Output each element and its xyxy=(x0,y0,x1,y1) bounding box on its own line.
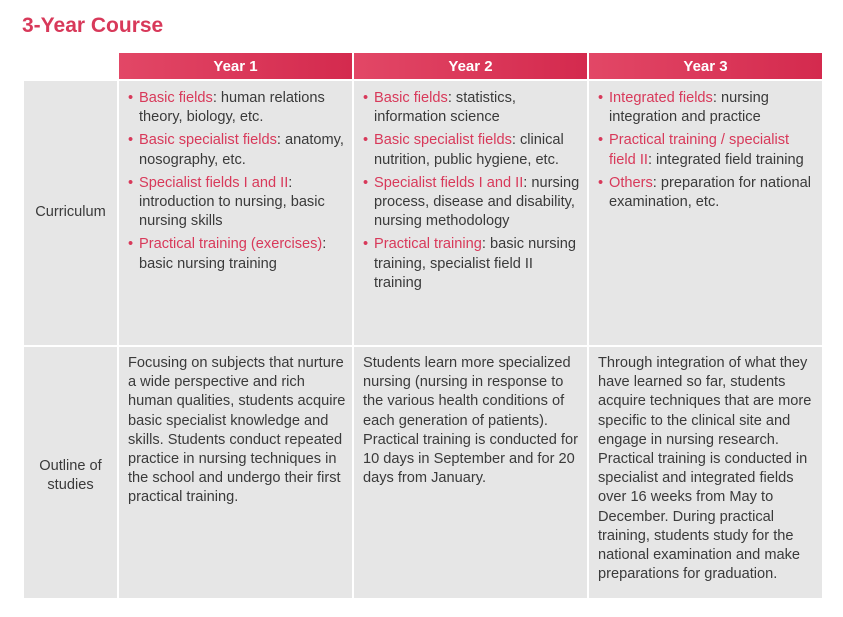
list-item xyxy=(128,235,346,273)
field-name: Basic specialist fields xyxy=(139,132,277,149)
outline-year-2 xyxy=(354,345,587,598)
bullet-icon: • xyxy=(598,90,604,106)
field-detail: : human relations theory, biology, etc. xyxy=(139,90,325,126)
bullet-icon: • xyxy=(598,132,604,149)
field-detail: : introduction to nursing, basic nursing skills xyxy=(139,174,325,230)
header-year-3: Year 3 xyxy=(589,53,822,79)
bullet-icon: • xyxy=(128,236,134,253)
field-name: Practical training xyxy=(374,236,482,253)
field-name: Basic specialist fields xyxy=(374,132,512,149)
field-detail: : nursing process, disease and disability, nursing methodology xyxy=(374,174,580,230)
header-year-2: Year 2 xyxy=(354,53,587,79)
field-name: Others xyxy=(609,174,653,191)
field-name: Practical training / specialist field II xyxy=(609,132,790,168)
course-table xyxy=(22,53,824,598)
outline-text: Through integration of what they have learned so far, students acquire techniques that are more specific to the clinical site and engage in nursing research. Practical training is conducted in specialist and integrated fields over 16 weeks from May to December. During practical training, students study for the national examination and make preparations for graduation. xyxy=(598,355,812,583)
field-detail: : nursing integration and practice xyxy=(609,90,769,126)
field-detail: : integrated field training xyxy=(647,151,804,168)
field-detail: : clinical nutrition, public hygiene, etc. xyxy=(374,132,564,168)
list-item xyxy=(363,131,581,169)
outline-year-1 xyxy=(119,345,352,598)
field-detail: : basic nursing training xyxy=(139,236,327,272)
header-row xyxy=(24,53,822,79)
list-item xyxy=(128,174,346,232)
outline-year-3 xyxy=(589,345,822,598)
field-detail: : anatomy, nosography, etc. xyxy=(139,132,344,168)
field-detail: : preparation for national examination, etc. xyxy=(609,174,811,211)
field-detail: : statistics, information science xyxy=(374,90,516,126)
field-name: Basic fields xyxy=(374,90,448,106)
list-item xyxy=(363,235,581,293)
header-corner xyxy=(24,53,117,79)
outline-label: Outline of studies xyxy=(24,345,117,598)
field-name: Specialist fields I and II xyxy=(374,174,524,191)
field-name: Basic fields xyxy=(139,90,213,106)
bullet-icon: • xyxy=(128,132,134,149)
field-name: Integrated fields xyxy=(609,90,713,106)
list-item xyxy=(128,131,346,169)
outline-text: Students learn more specialized nursing (nursing in response to the various health conditions of each generation of patients). Practical training is conducted for 10 days in September and for 20 days from January. xyxy=(363,355,578,487)
bullet-icon: • xyxy=(363,236,369,253)
header-year-1: Year 1 xyxy=(119,53,352,79)
bullet-icon: • xyxy=(128,174,134,191)
field-name: Specialist fields I and II xyxy=(139,174,289,191)
list-item xyxy=(598,89,816,127)
bullet-icon: • xyxy=(598,174,604,191)
bullet-icon: • xyxy=(363,132,369,149)
curriculum-year-2 xyxy=(354,79,587,345)
list-item xyxy=(598,131,816,169)
bullet-icon: • xyxy=(363,174,369,191)
list-item xyxy=(363,174,581,232)
bullet-icon: • xyxy=(128,90,134,106)
field-name: Practical training (exercises) xyxy=(139,236,323,253)
outline-row xyxy=(24,345,822,598)
outline-text: Focusing on subjects that nurture a wide perspective and rich human qualities, students acquire basic specialist knowledge and skills. Students conduct repeated practice in nursing techniques in the school and undergo their first practical training. xyxy=(128,355,346,506)
curriculum-year-1 xyxy=(119,79,352,345)
list-item xyxy=(598,174,816,212)
field-detail: : basic nursing training, specialist field II training xyxy=(374,236,576,291)
list-item xyxy=(128,89,346,127)
curriculum-label: Curriculum xyxy=(24,79,117,345)
bullet-icon: • xyxy=(363,90,369,106)
page-title: 3-Year Course xyxy=(22,14,164,37)
list-item xyxy=(363,89,581,127)
curriculum-year-3 xyxy=(589,79,822,345)
curriculum-row xyxy=(24,79,822,345)
